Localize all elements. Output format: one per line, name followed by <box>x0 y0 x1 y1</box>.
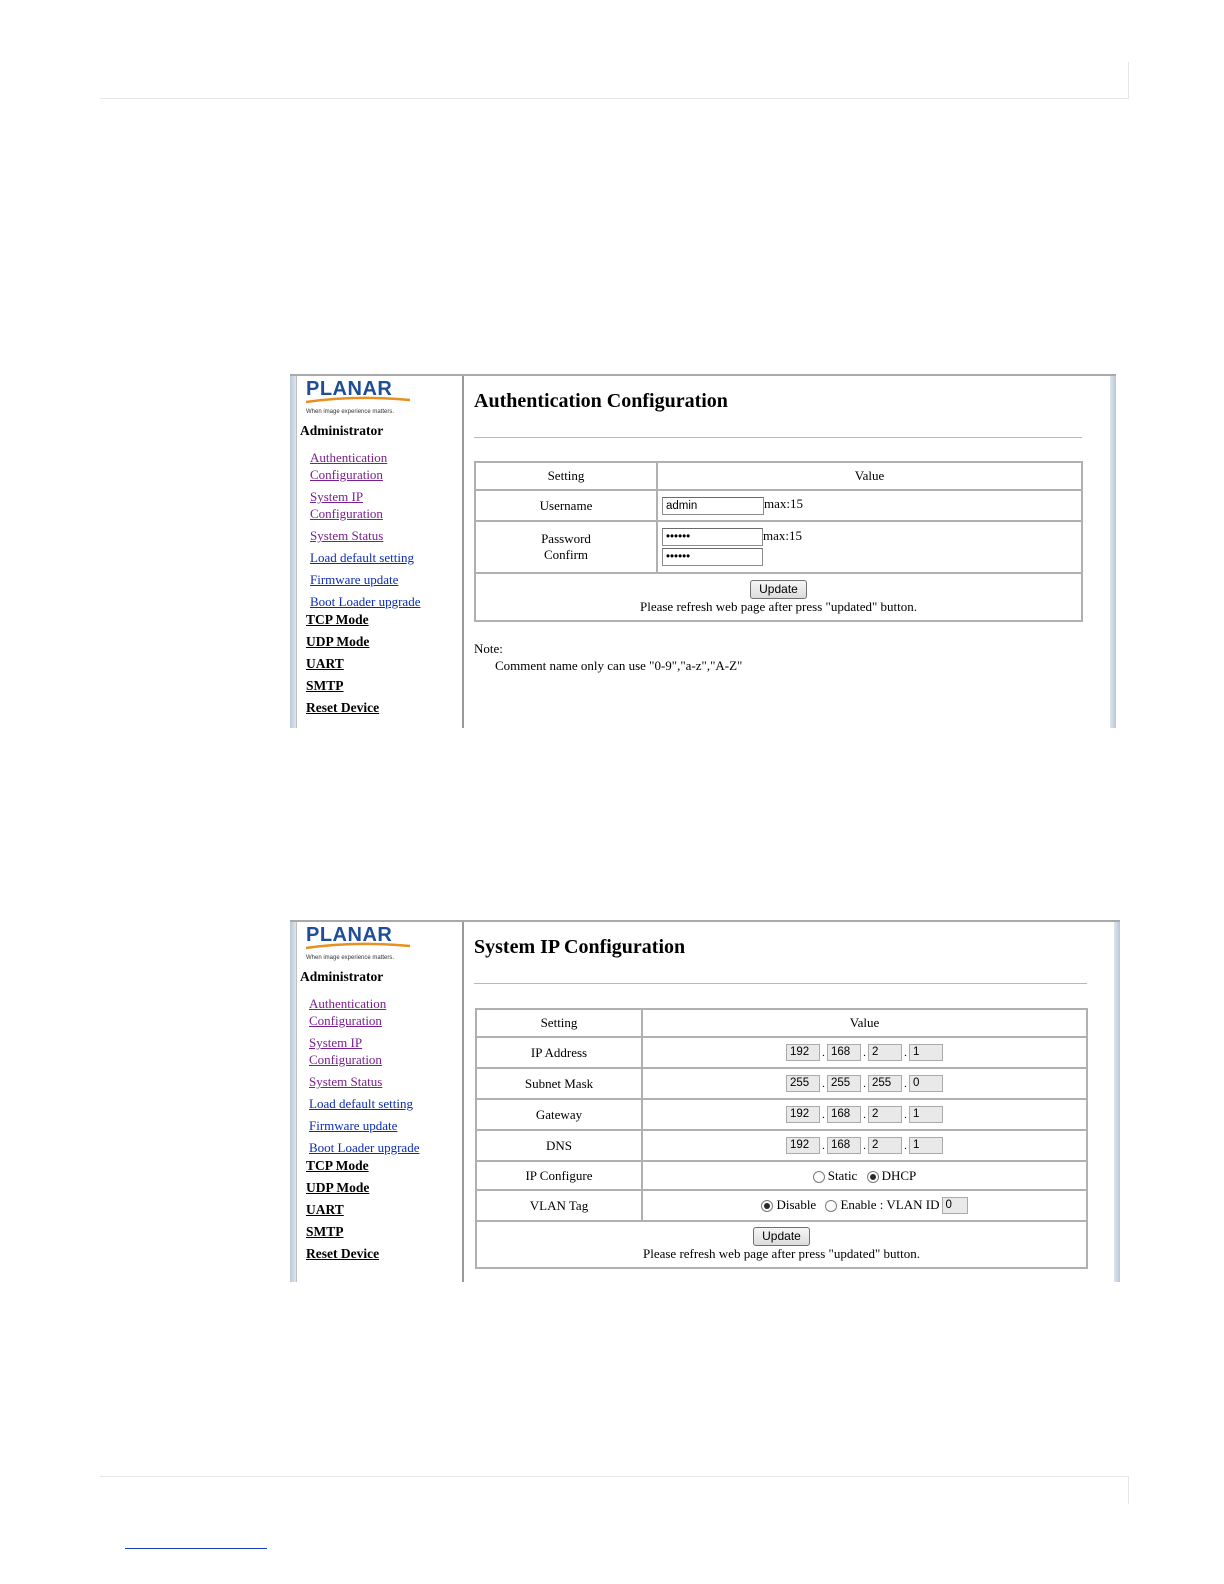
nav-udp-mode[interactable]: UDP Mode <box>306 1180 370 1195</box>
static-label: Static <box>827 1167 858 1183</box>
ip-settings-table: Setting Value IP Address 192 . 168 . 2 . 1 Subnet Mask 255 . 255 . 255 . 0 Gateway 192 . 168 . 2 . 1 DNS 192 . 168 . 2 . 1 IP Configure Static DHCP VLAN Tag Disable Enable : VLAN ID 0 Update Please refresh web page after press "updated" button. <box>475 1008 1088 1269</box>
ip-configure-label: IP Configure <box>476 1161 642 1190</box>
header-value: Value <box>657 462 1082 490</box>
nav-system-status[interactable]: System Status <box>309 1074 383 1089</box>
gateway-octet-3[interactable]: 2 <box>868 1106 902 1123</box>
sidebar-modes <box>306 609 379 719</box>
nav-smtp[interactable]: SMTP <box>306 1224 344 1239</box>
left-frame-bar <box>290 922 297 1282</box>
nav-load-default-setting[interactable]: Load default setting <box>310 550 414 565</box>
nav-boot-loader-upgrade[interactable]: Boot Loader upgrade <box>310 594 421 609</box>
dns-octet-2[interactable]: 168 <box>827 1137 861 1154</box>
left-frame-bar <box>290 376 297 728</box>
confirm-label: Confirm <box>543 547 589 562</box>
dns-octet-4[interactable]: 1 <box>909 1137 943 1154</box>
nav-system-status[interactable]: System Status <box>310 528 384 543</box>
mask-octet-4[interactable]: 0 <box>909 1075 943 1092</box>
password-label: Password <box>541 531 591 546</box>
username-max: max:15 <box>764 496 803 512</box>
ip-octet-4[interactable]: 1 <box>909 1044 943 1061</box>
ip-octet-1[interactable]: 192 <box>786 1044 820 1061</box>
logo-tagline: When image experience matters. <box>306 409 395 415</box>
header-value: Value <box>642 1009 1087 1037</box>
vlan-enable-radio[interactable] <box>825 1200 837 1212</box>
password-max: max:15 <box>763 527 802 543</box>
sidebar-divider <box>462 376 464 728</box>
vlan-disable-radio[interactable] <box>761 1200 773 1212</box>
page-title: System IP Configuration <box>474 936 686 958</box>
dns-label: DNS <box>476 1130 642 1161</box>
nav-system-ip-configuration[interactable]: System IP Configuration <box>309 1035 382 1067</box>
nav-authentication-configuration[interactable]: Authentication Configuration <box>309 996 387 1028</box>
logo-tagline: When image experience matters. <box>306 955 395 961</box>
refresh-note: Please refresh web page after press "updated" button. <box>639 598 917 614</box>
nav-uart[interactable]: UART <box>306 656 344 671</box>
password-input[interactable]: •••••• <box>662 528 763 546</box>
subnet-mask-label: Subnet Mask <box>476 1068 642 1099</box>
dhcp-label: DHCP <box>881 1167 917 1183</box>
update-button[interactable]: Update <box>753 1227 810 1246</box>
gateway-octet-4[interactable]: 1 <box>909 1106 943 1123</box>
vlan-enable-label: Enable : VLAN ID <box>840 1196 940 1212</box>
title-rule <box>474 983 1087 984</box>
username-label: Username <box>475 490 657 521</box>
ip-octet-3[interactable]: 2 <box>868 1044 902 1061</box>
footer-rule <box>100 1476 1128 1477</box>
header-setting: Setting <box>476 1009 642 1037</box>
nav-tcp-mode[interactable]: TCP Mode <box>306 612 369 627</box>
title-rule <box>474 437 1082 438</box>
nav-reset-device[interactable]: Reset Device <box>306 700 380 715</box>
nav-boot-loader-upgrade[interactable]: Boot Loader upgrade <box>309 1140 420 1155</box>
footer-link-underline <box>125 1548 267 1549</box>
sidebar-nav <box>310 449 420 615</box>
note-text: Comment name only can use "0-9","a-z","A-Z" <box>495 658 743 673</box>
mask-octet-3[interactable]: 255 <box>868 1075 902 1092</box>
footer-rule-tick <box>1128 1476 1129 1504</box>
dns-octet-1[interactable]: 192 <box>786 1137 820 1154</box>
sidebar-modes <box>306 1155 379 1265</box>
update-button[interactable]: Update <box>750 580 807 599</box>
vlan-tag-label: VLAN Tag <box>476 1190 642 1221</box>
header-setting: Setting <box>475 462 657 490</box>
dns-octet-3[interactable]: 2 <box>868 1137 902 1154</box>
mask-octet-1[interactable]: 255 <box>786 1075 820 1092</box>
static-radio[interactable] <box>813 1171 825 1183</box>
nav-load-default-setting[interactable]: Load default setting <box>309 1096 413 1111</box>
nav-smtp[interactable]: SMTP <box>306 678 344 693</box>
refresh-note: Please refresh web page after press "updated" button. <box>642 1246 920 1261</box>
header-rule-tick <box>1128 62 1129 99</box>
sidebar-nav <box>309 995 419 1161</box>
sidebar-heading: Administrator <box>300 969 384 984</box>
username-input[interactable]: admin <box>662 497 764 515</box>
right-frame-bar <box>1110 376 1116 728</box>
header-rule <box>100 98 1128 99</box>
nav-tcp-mode[interactable]: TCP Mode <box>306 1158 369 1173</box>
sidebar-divider <box>462 922 464 1282</box>
sidebar-heading: Administrator <box>300 423 384 438</box>
nav-uart[interactable]: UART <box>306 1202 344 1217</box>
logo-text: PLANAR <box>306 924 393 946</box>
mask-octet-2[interactable]: 255 <box>827 1075 861 1092</box>
auth-config-screenshot <box>290 374 1116 728</box>
logo-text: PLANAR <box>306 378 393 400</box>
nav-udp-mode[interactable]: UDP Mode <box>306 634 370 649</box>
auth-settings-table <box>474 461 1083 622</box>
dhcp-radio[interactable] <box>867 1171 879 1183</box>
nav-firmware-update[interactable]: Firmware update <box>310 572 399 587</box>
gateway-octet-1[interactable]: 192 <box>786 1106 820 1123</box>
ip-octet-2[interactable]: 168 <box>827 1044 861 1061</box>
right-frame-bar <box>1114 922 1120 1282</box>
ip-address-label: IP Address <box>476 1037 642 1068</box>
system-ip-screenshot <box>290 920 1120 1282</box>
nav-authentication-configuration[interactable]: Authentication Configuration <box>310 450 388 482</box>
nav-firmware-update[interactable]: Firmware update <box>309 1118 398 1133</box>
note-title: Note: <box>474 641 503 656</box>
nav-reset-device[interactable]: Reset Device <box>306 1246 380 1261</box>
gateway-octet-2[interactable]: 168 <box>827 1106 861 1123</box>
page-title: Authentication Configuration <box>474 390 728 412</box>
note-block <box>474 640 742 674</box>
vlan-id-input[interactable]: 0 <box>942 1197 968 1214</box>
nav-system-ip-configuration[interactable]: System IP Configuration <box>310 489 383 521</box>
confirm-input[interactable]: •••••• <box>662 548 763 566</box>
gateway-label: Gateway <box>476 1099 642 1130</box>
vlan-disable-label: Disable <box>776 1196 817 1212</box>
